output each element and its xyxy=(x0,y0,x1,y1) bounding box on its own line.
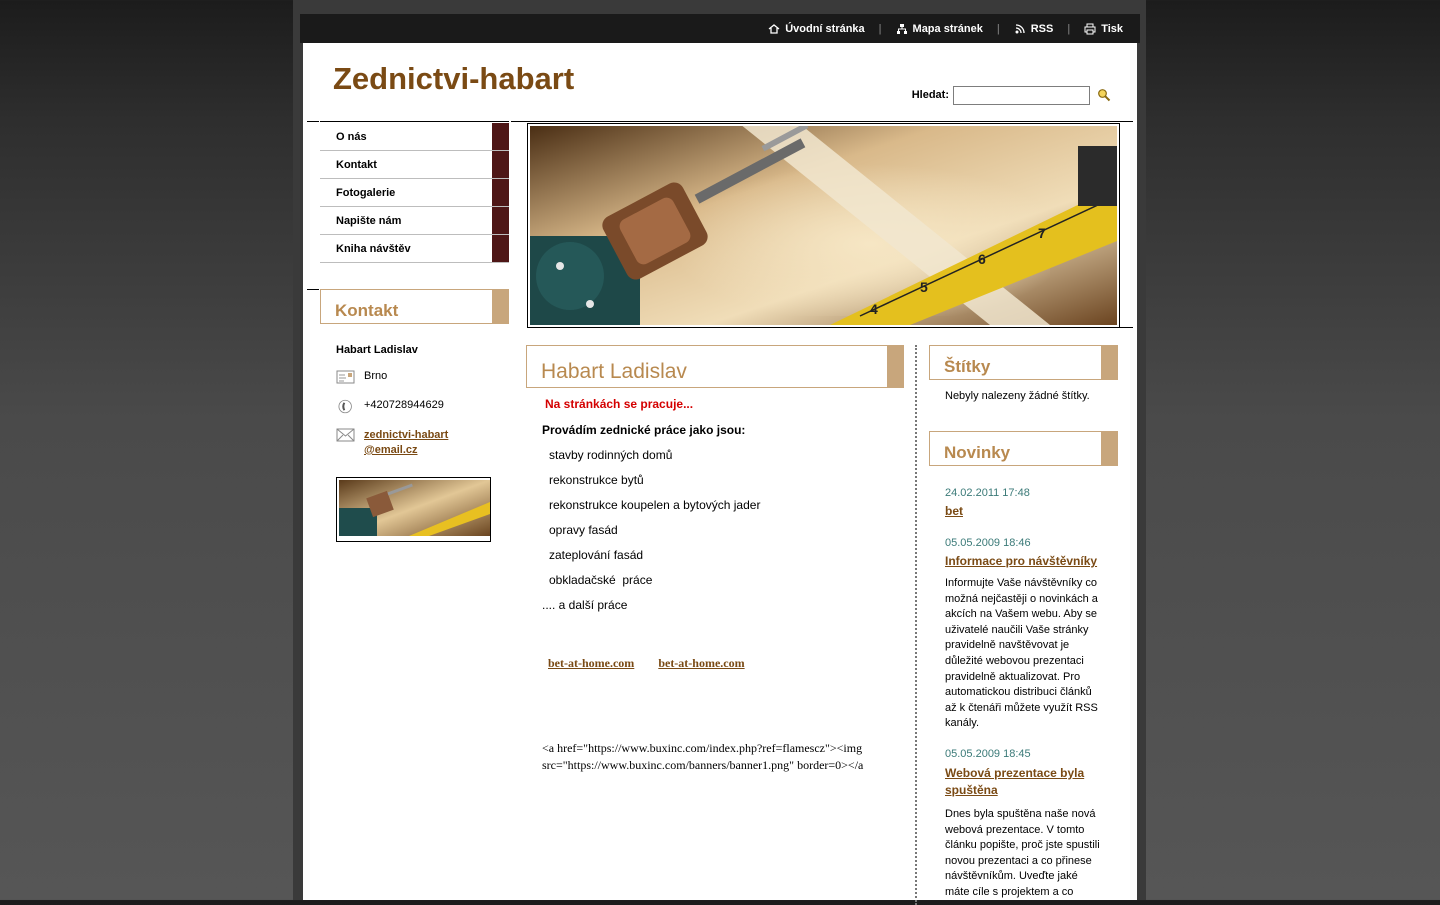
service-item: opravy fasád xyxy=(549,523,618,537)
menu-item-napiste-nam[interactable] xyxy=(320,207,509,235)
rss-icon xyxy=(1014,23,1026,35)
menu-item-label: O nás xyxy=(336,131,367,143)
news-title-link[interactable]: Webová prezentace byla spuštěna xyxy=(945,765,1085,797)
print-icon xyxy=(1084,23,1096,35)
news-date: 05.05.2009 18:45 xyxy=(945,747,1031,760)
drill-and-tape-measure-image xyxy=(530,126,1117,325)
box-accent xyxy=(492,290,508,323)
top-bar xyxy=(300,14,1140,43)
contact-details xyxy=(336,344,496,458)
address-card-icon xyxy=(336,370,356,385)
sitemap-icon xyxy=(896,23,908,35)
tags-empty-text: Nebyly nalezeny žádné štítky. xyxy=(945,390,1090,402)
email-part-2: @email.cz xyxy=(364,444,418,456)
site-title[interactable]: Zednictvi-habart xyxy=(333,61,575,96)
top-nav-sitemap[interactable] xyxy=(896,23,983,35)
news-item xyxy=(945,537,1105,732)
search-button[interactable] xyxy=(1094,85,1114,105)
news-date: 05.05.2009 18:46 xyxy=(945,537,1031,549)
divider xyxy=(307,289,319,290)
top-nav-print-label: Tisk xyxy=(1101,22,1123,35)
contact-phone: +420728944629 xyxy=(364,399,444,411)
main-article-title: Habart Ladislav xyxy=(541,360,687,383)
separator: | xyxy=(996,22,1000,35)
contact-address-row xyxy=(336,370,496,385)
contact-city: Brno xyxy=(364,370,388,382)
news-box-title: Novinky xyxy=(944,443,1011,462)
menu-item-label: Fotogalerie xyxy=(336,187,396,199)
news-title-link[interactable]: Informace pro návštěvníky xyxy=(945,554,1098,568)
news-date: 24.02.2011 17:48 xyxy=(945,487,1030,499)
news-title-link[interactable]: bet xyxy=(945,504,963,518)
search-form xyxy=(912,85,1114,105)
top-nav xyxy=(768,14,1123,43)
news-item xyxy=(945,748,1105,901)
header-banner xyxy=(527,123,1120,328)
raw-html-text: <a href="https://www.buxinc.com/index.php?ref=flamescz"><img src="https://www.buxinc.com/banners/banner1.png" border=0></a xyxy=(542,741,864,772)
separator: | xyxy=(1067,22,1071,35)
contact-phone-row xyxy=(336,399,496,414)
menu-item-kniha-navstev[interactable] xyxy=(320,235,509,263)
email-part-1: zednictvi-habart xyxy=(364,429,449,441)
bet-at-home-link-2[interactable]: bet-at-home.com xyxy=(658,656,745,670)
news-box-header xyxy=(929,431,1118,466)
service-item: rekonstrukce bytů xyxy=(549,473,644,487)
svg-text:7: 7 xyxy=(1038,225,1046,241)
box-accent xyxy=(1101,432,1117,465)
menu-item-label: Kniha návštěv xyxy=(336,243,411,255)
page-content xyxy=(303,43,1137,900)
phone-icon xyxy=(336,399,356,414)
divider xyxy=(511,121,1133,122)
mail-icon xyxy=(336,428,356,443)
column-divider xyxy=(915,345,917,905)
service-item: zateplování fasád xyxy=(549,548,644,562)
divider xyxy=(320,121,509,122)
menu-item-tab xyxy=(492,179,509,206)
contact-email-link[interactable] xyxy=(364,428,448,458)
contact-box-title: Kontakt xyxy=(335,301,399,320)
menu-item-tab xyxy=(492,151,509,178)
more-services: .... a další práce xyxy=(542,598,628,612)
top-nav-rss-label: RSS xyxy=(1030,22,1054,35)
contact-name: Habart Ladislav xyxy=(336,344,418,356)
search-label: Hledat: xyxy=(911,89,949,101)
svg-text:6: 6 xyxy=(978,251,986,267)
search-icon xyxy=(1097,88,1111,102)
menu-item-label: Kontakt xyxy=(336,159,377,171)
top-nav-home[interactable] xyxy=(768,23,864,35)
menu-item-tab xyxy=(492,123,509,150)
top-nav-home-label: Úvodní stránka xyxy=(785,22,865,35)
bet-at-home-link-1[interactable]: bet-at-home.com xyxy=(548,656,635,670)
menu-item-o-nas[interactable] xyxy=(320,123,509,151)
drill-thumbnail-image xyxy=(339,480,490,536)
service-item: obkladačské práce xyxy=(549,573,653,587)
contact-email-row xyxy=(336,428,496,458)
top-nav-sitemap-label: Mapa stránek xyxy=(912,22,983,35)
side-menu xyxy=(320,123,509,263)
menu-item-kontakt[interactable] xyxy=(320,151,509,179)
box-accent xyxy=(1101,346,1117,379)
services-intro: Provádím zednické práce jako jsou: xyxy=(542,423,746,437)
news-text: Dnes byla spuštěna naše nová webová prezentace. V tomto článku popište, proč jste spustili novou prezentaci a co přinese návštěvníkům. Uveďte jaké máte cíle s projektem a co xyxy=(945,807,1100,898)
svg-text:5: 5 xyxy=(920,279,928,295)
work-in-progress-notice: Na stránkách se pracuje... xyxy=(545,397,694,411)
separator: | xyxy=(878,22,882,35)
box-accent xyxy=(887,346,903,387)
news-item xyxy=(945,487,1105,518)
main-article-body xyxy=(542,397,902,612)
tags-box-header xyxy=(929,345,1118,380)
service-item: stavby rodinných domů xyxy=(549,448,673,462)
top-nav-print[interactable] xyxy=(1084,23,1123,35)
photo-thumbnail[interactable] xyxy=(336,477,491,542)
banner-links xyxy=(548,656,769,671)
service-item: rekonstrukce koupelen a bytových jader xyxy=(549,498,761,512)
menu-item-fotogalerie[interactable] xyxy=(320,179,509,207)
svg-text:4: 4 xyxy=(870,301,878,317)
home-icon xyxy=(768,23,780,35)
menu-item-label: Napište nám xyxy=(336,215,402,227)
tags-box-title: Štítky xyxy=(944,357,991,376)
top-nav-rss[interactable] xyxy=(1014,23,1054,35)
news-text: Informujte Vaše návštěvníky co možná nejčastěji o novinkách a akcích na Vašem webu. Aby se uživatelé naučili Vaše stránky pravidelně navštěvovat je důležité webovou prezentaci pravidelně aktualizovat. Pro automatickou distribuci článků až k čtenáři můžete využít RSS kanály. xyxy=(945,577,1098,730)
search-input[interactable] xyxy=(953,86,1090,105)
divider xyxy=(307,121,319,122)
main-article-header xyxy=(526,345,904,388)
menu-item-tab xyxy=(492,235,509,262)
news-list xyxy=(945,487,1105,901)
menu-item-tab xyxy=(492,207,509,234)
contact-box-header xyxy=(320,289,509,324)
divider xyxy=(1119,327,1133,328)
